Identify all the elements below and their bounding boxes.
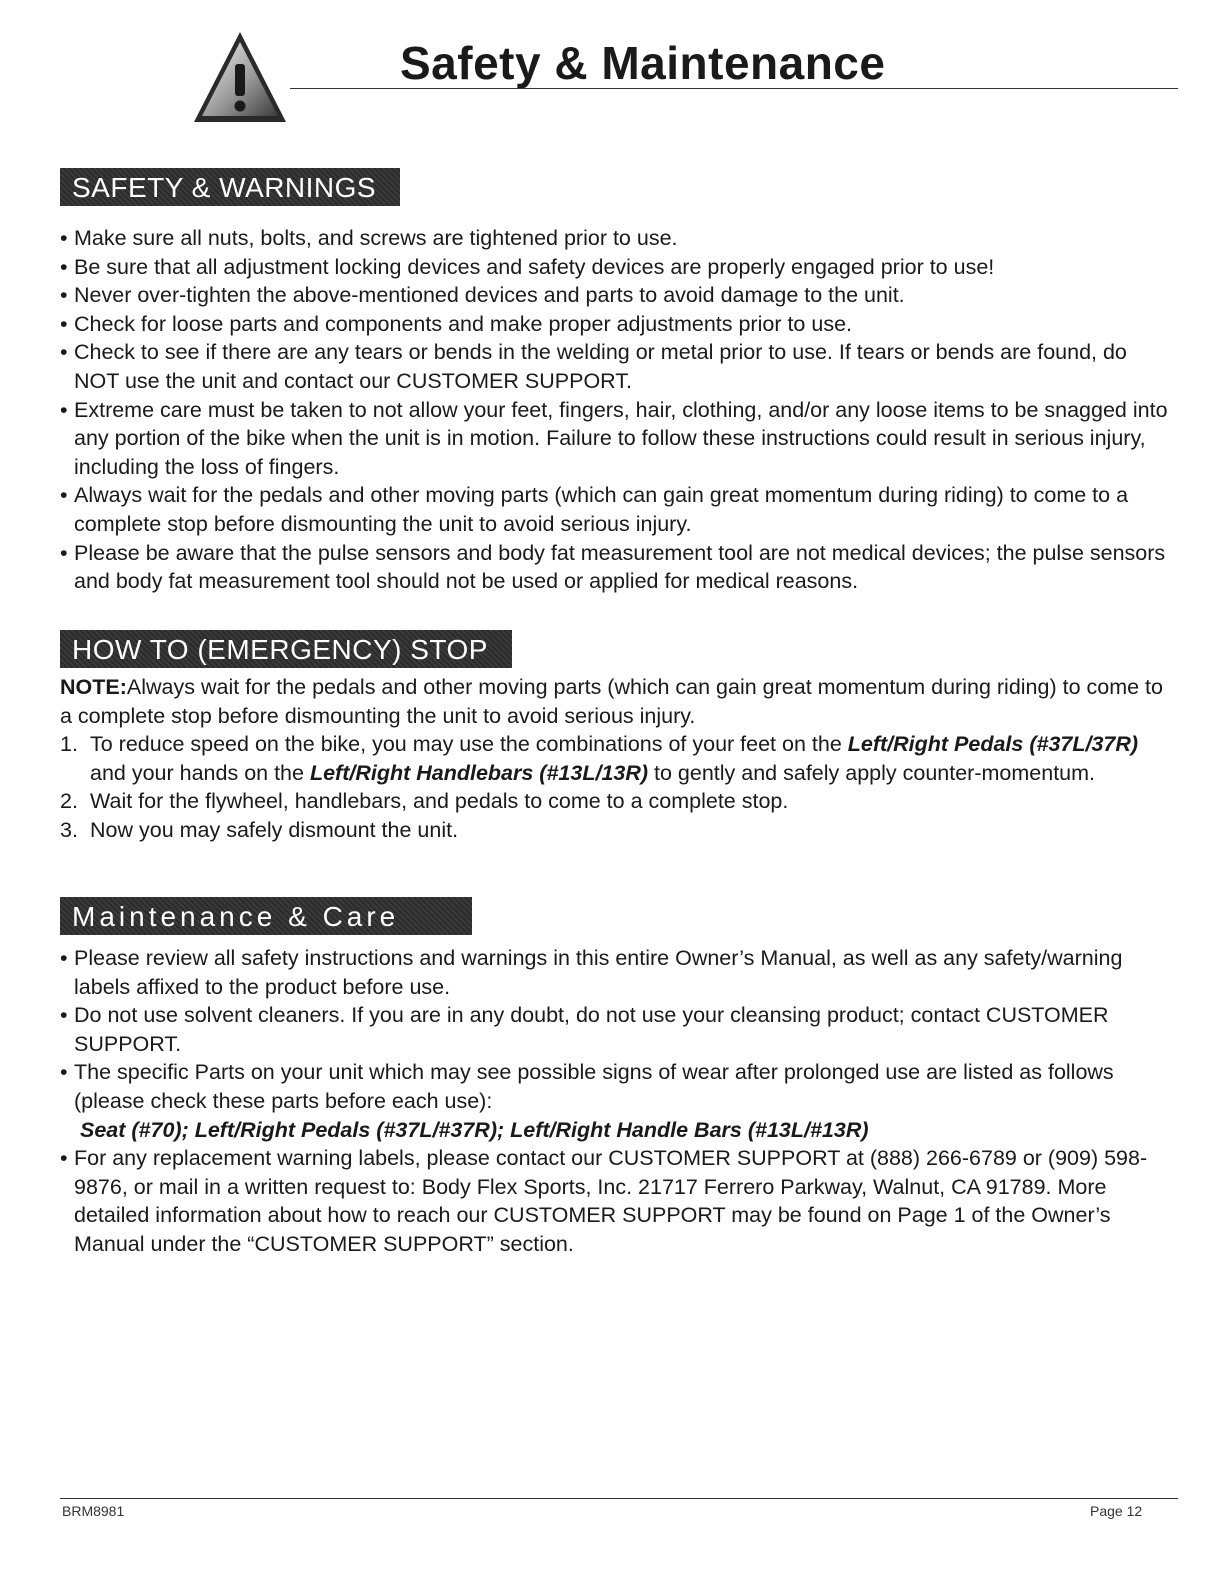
list-item: • Make sure all nuts, bolts, and screws are tightened prior to use. <box>60 224 1170 253</box>
list-item: • The specific Parts on your unit which may see possible signs of wear after prolonged use are listed as follows (please check these parts before each use): <box>60 1058 1170 1115</box>
page-header <box>0 0 1224 140</box>
step-text: and your hands on the <box>90 760 310 785</box>
list-item: • Always wait for the pedals and other moving parts (which can gain great momentum during riding) to come to a complete stop before dismounting the unit to avoid serious injury. <box>60 481 1170 538</box>
title-underline <box>290 88 1178 89</box>
safety-list <box>60 224 1170 596</box>
section-heading-maintenance: Maintenance & Care <box>60 897 472 935</box>
page-title: Safety & Maintenance <box>400 37 886 89</box>
emergency-stop-content <box>60 673 1175 845</box>
list-item: • Check to see if there are any tears or bends in the welding or metal prior to use. If tears or bends are found, do NOT use the unit and contact our CUSTOMER SUPPORT. <box>60 338 1170 395</box>
note-paragraph <box>60 673 1175 730</box>
step-text: Now you may safely dismount the unit. <box>90 817 459 842</box>
wear-parts-list: Seat (#70); Left/Right Pedals (#37L/#37R); Left/Right Handle Bars (#13L/#13R) <box>80 1117 869 1142</box>
step-item <box>60 816 1175 845</box>
step-text: To reduce speed on the bike, you may use the combinations of your feet on the <box>90 732 848 757</box>
footer-model: BRM8981 <box>62 1503 125 1519</box>
list-item: • Be sure that all adjustment locking devices and safety devices are properly engaged prior to use! <box>60 253 1170 282</box>
footer-divider <box>60 1498 1178 1499</box>
footer-page-number: Page 12 <box>1090 1503 1143 1519</box>
section-heading-emergency-stop: HOW TO (EMERGENCY) STOP <box>60 630 512 668</box>
note-text: Always wait for the pedals and other moving parts (which can gain great momentum during riding) to come to a complete stop before dismounting the unit to avoid serious injury. <box>60 675 1163 728</box>
list-item: • For any replacement warning labels, please contact our CUSTOMER SUPPORT at (888) 266-6789 or (909) 598-9876, or mail in a written request to: Body Flex Sports, Inc. 21717 Ferrero Parkway, Walnut, CA 91789. More detailed information about how to reach our CUSTOMER SUPPORT may be found on Page 1 of the Owner’s Manual under the “CUSTOMER SUPPORT” section. <box>60 1144 1170 1258</box>
part-reference: Left/Right Handlebars (#13L/13R) <box>309 760 649 785</box>
note-label: NOTE: <box>60 675 127 699</box>
step-item <box>60 787 1175 816</box>
step-item <box>60 730 1175 787</box>
list-item: • Extreme care must be taken to not allow your feet, fingers, hair, clothing, and/or any loose items to be snagged into any portion of the bike when the unit is in motion. Failure to follow these instructions could result in serious injury, including the loss of fingers. <box>60 396 1170 482</box>
step-number: 1. <box>60 732 78 757</box>
section-heading-safety: SAFETY & WARNINGS <box>60 168 400 206</box>
list-item: • Do not use solvent cleaners. If you are in any doubt, do not use your cleansing product; contact CUSTOMER SUPPORT. <box>60 1001 1170 1058</box>
step-number: 2. <box>60 789 78 814</box>
list-item: • Check for loose parts and components and make proper adjustments prior to use. <box>60 310 1170 339</box>
part-reference: Left/Right Pedals (#37L/37R) <box>847 732 1139 757</box>
list-item: • Never over-tighten the above-mentioned devices and parts to avoid damage to the unit. <box>60 281 1170 310</box>
list-item: • Please review all safety instructions and warnings in this entire Owner’s Manual, as well as any safety/warning labels affixed to the product before use. <box>60 944 1170 1001</box>
maintenance-list <box>60 944 1170 1259</box>
step-text: Wait for the flywheel, handlebars, and pedals to come to a complete stop. <box>90 789 789 814</box>
list-item: • Please be aware that the pulse sensors and body fat measurement tool are not medical devices; the pulse sensors and body fat measurement tool should not be used or applied for medical reasons. <box>60 539 1170 596</box>
warning-triangle-icon <box>190 28 290 128</box>
step-number: 3. <box>60 817 78 842</box>
step-text: to gently and safely apply counter-momentum. <box>648 760 1096 785</box>
